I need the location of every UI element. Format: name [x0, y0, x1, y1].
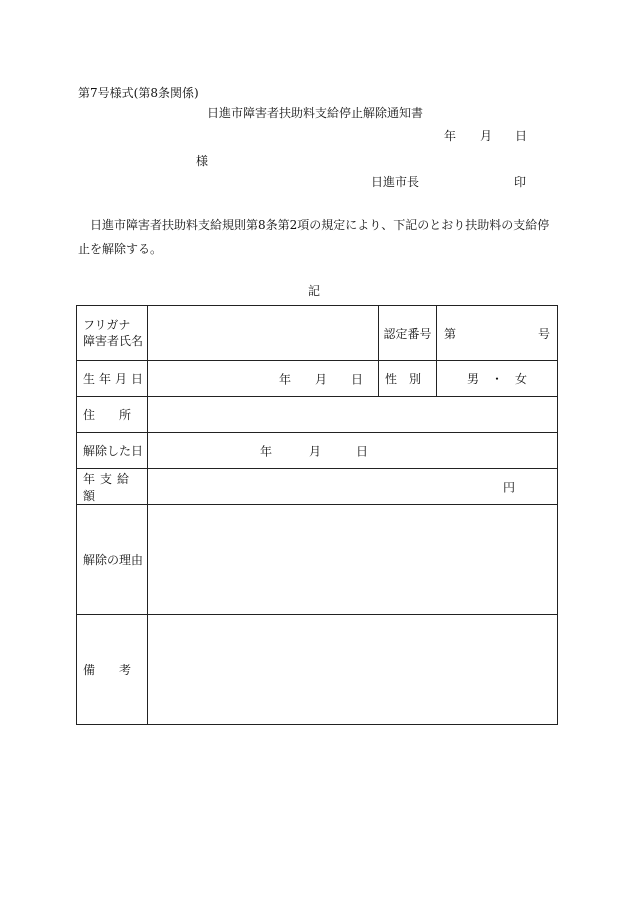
row-address — [77, 397, 558, 433]
remarks-label: 備 考 — [77, 615, 148, 725]
row-name — [77, 306, 558, 361]
cert-value-cell[interactable] — [437, 306, 558, 361]
body-line-1: 日進市障害者扶助料支給規則第8条第2項の規定により、下記のとおり扶助料の支給停 — [90, 218, 550, 232]
sex-label: 性 別 — [379, 361, 437, 397]
reason-label: 解除の理由 — [77, 505, 148, 615]
annual-label: 年支給額 — [77, 469, 148, 505]
address-value-cell[interactable] — [148, 397, 558, 433]
release-date-value-cell[interactable] — [148, 433, 558, 469]
release-year: 年 — [260, 444, 273, 458]
row-release-date — [77, 433, 558, 469]
row-birth — [77, 361, 558, 397]
cert-dai: 第 — [444, 326, 457, 341]
name-label: 障害者氏名 — [83, 334, 144, 348]
body-line-2: 止を解除する。 — [78, 242, 163, 256]
row-remarks — [77, 615, 558, 725]
reason-value-cell[interactable] — [148, 505, 558, 615]
row-annual — [77, 469, 558, 505]
name-value-cell[interactable] — [148, 306, 379, 361]
date-day: 日 — [515, 129, 528, 143]
birth-value-cell[interactable] — [148, 361, 379, 397]
furigana-label: フリガナ — [83, 318, 131, 332]
birth-month: 月 — [315, 372, 328, 386]
birth-label: 生年月日 — [77, 361, 148, 397]
release-day: 日 — [356, 444, 369, 458]
form-table — [76, 305, 558, 725]
cert-gou: 号 — [537, 326, 550, 341]
name-label-cell — [77, 306, 148, 361]
issuer-name: 日進市長 — [371, 175, 420, 189]
release-month: 月 — [309, 444, 322, 458]
document-title: 日進市障害者扶助料支給停止解除通知書 — [207, 106, 424, 120]
birth-day: 日 — [351, 372, 364, 386]
release-date-label: 解除した日 — [77, 433, 148, 469]
body-text — [78, 213, 558, 261]
yen-unit: 円 — [503, 480, 516, 494]
recipient-suffix: 様 — [196, 154, 209, 168]
date-year: 年 — [444, 129, 457, 143]
form-number: 第7号様式(第8条関係) — [78, 86, 199, 100]
date-month: 月 — [480, 129, 493, 143]
birth-year: 年 — [279, 372, 292, 386]
sex-options[interactable]: 男 ・ 女 — [437, 361, 558, 397]
remarks-value-cell[interactable] — [148, 615, 558, 725]
seal-mark: 印 — [514, 175, 527, 189]
address-label: 住 所 — [77, 397, 148, 433]
ki-heading: 記 — [308, 284, 321, 298]
cert-label: 認定番号 — [379, 306, 437, 361]
annual-value-cell[interactable] — [148, 469, 558, 505]
row-reason — [77, 505, 558, 615]
